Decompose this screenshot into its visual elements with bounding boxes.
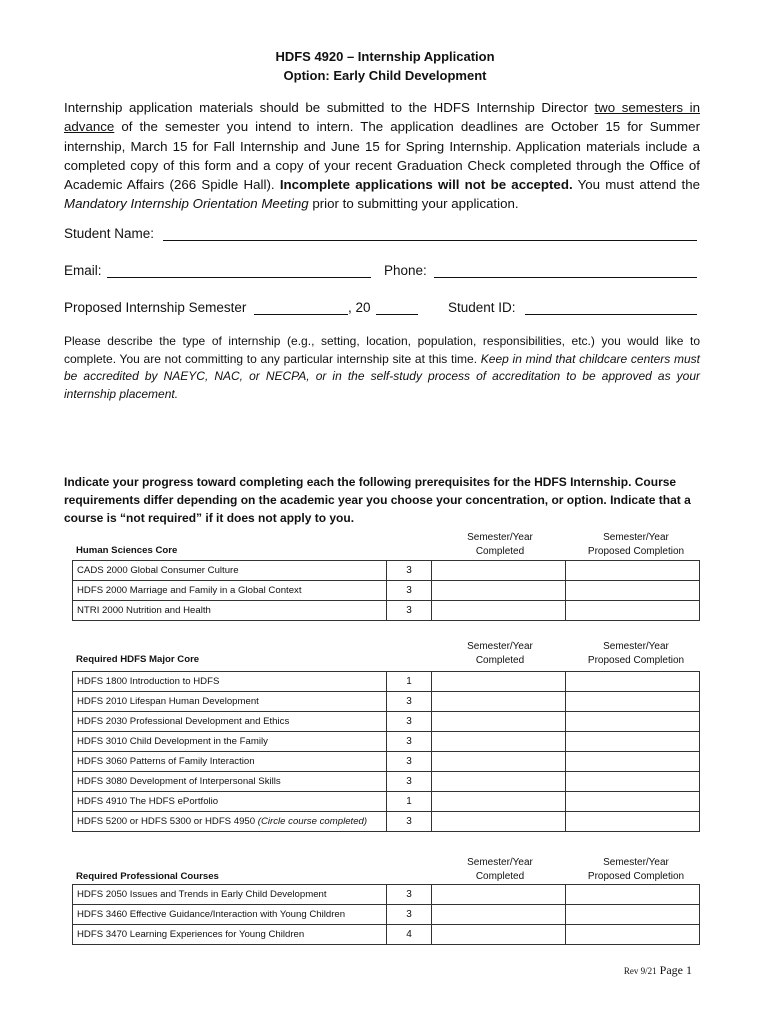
course-credits: 4 bbox=[387, 925, 432, 945]
course-table bbox=[72, 671, 700, 832]
course-credits: 3 bbox=[387, 905, 432, 925]
course-table bbox=[72, 560, 700, 621]
year-field[interactable] bbox=[376, 314, 418, 315]
completed-cell[interactable] bbox=[432, 905, 566, 925]
table-row bbox=[73, 792, 700, 812]
table-row bbox=[73, 601, 700, 621]
course-name: HDFS 3460 Effective Guidance/Interaction with Young Children bbox=[73, 905, 387, 925]
semester-label: Proposed Internship Semester bbox=[64, 300, 247, 315]
intro-underline: two semesters in advance bbox=[64, 100, 700, 135]
completed-cell[interactable] bbox=[432, 772, 566, 792]
completed-cell[interactable] bbox=[432, 732, 566, 752]
year-prefix-label: , 20 bbox=[348, 300, 371, 315]
course-credits: 3 bbox=[387, 885, 432, 905]
proposed-column-header bbox=[571, 640, 701, 668]
section-title: Human Sciences Core bbox=[76, 545, 178, 556]
course-credits: 3 bbox=[387, 712, 432, 732]
completed-cell[interactable] bbox=[432, 712, 566, 732]
email-field[interactable] bbox=[107, 277, 371, 278]
internship-description-prompt bbox=[64, 333, 700, 403]
table-row bbox=[73, 885, 700, 905]
proposed-column-header bbox=[571, 856, 701, 884]
completed-cell[interactable] bbox=[432, 792, 566, 812]
completed-cell[interactable] bbox=[432, 601, 566, 621]
course-name: HDFS 2030 Professional Development and Ethics bbox=[73, 712, 387, 732]
table-row bbox=[73, 581, 700, 601]
course-name: HDFS 2010 Lifespan Human Development bbox=[73, 692, 387, 712]
proposed-header-line1: Semester/Year bbox=[603, 857, 669, 868]
course-credits: 3 bbox=[387, 581, 432, 601]
completed-header-line1: Semester/Year bbox=[467, 532, 533, 543]
proposed-header-line2: Proposed Completion bbox=[587, 655, 685, 666]
completed-header-line2: Completed bbox=[475, 546, 525, 557]
section-title: Required HDFS Major Core bbox=[76, 654, 200, 665]
page-title: HDFS 4920 – Internship Application bbox=[275, 49, 495, 64]
proposed-cell[interactable] bbox=[566, 885, 700, 905]
table-row bbox=[73, 925, 700, 945]
proposed-cell[interactable] bbox=[566, 772, 700, 792]
circle-course-note: (Circle course completed) bbox=[257, 816, 368, 827]
course-name: HDFS 2000 Marriage and Family in a Global Context bbox=[73, 581, 387, 601]
course-name: HDFS 3080 Development of Interpersonal Skills bbox=[73, 772, 387, 792]
phone-field[interactable] bbox=[434, 277, 697, 278]
proposed-cell[interactable] bbox=[566, 792, 700, 812]
course-credits: 3 bbox=[387, 561, 432, 581]
proposed-cell[interactable] bbox=[566, 752, 700, 772]
completed-header-line2: Completed bbox=[475, 871, 525, 882]
table-row bbox=[73, 561, 700, 581]
intro-text-2: of the semester you intend to intern. The application deadlines are October 15 for Summer internship, March 15 for Fall Internship and June 15 for Spring Internship. Application materials include a completed copy of this form and a copy of your recent Graduation Check completed through the Office of Academic Affairs (266 Spidle Hall). bbox=[64, 119, 700, 193]
completed-cell[interactable] bbox=[432, 925, 566, 945]
email-label: Email: bbox=[64, 263, 102, 278]
semester-field[interactable] bbox=[254, 314, 348, 315]
table-row bbox=[73, 692, 700, 712]
course-name: HDFS 3060 Patterns of Family Interaction bbox=[73, 752, 387, 772]
course-table bbox=[72, 884, 700, 945]
course-credits: 3 bbox=[387, 812, 432, 832]
student-id-field[interactable] bbox=[525, 314, 697, 315]
course-name: HDFS 3470 Learning Experiences for Young Children bbox=[73, 925, 387, 945]
intro-text-3: You must attend the bbox=[572, 177, 701, 193]
table-row bbox=[73, 905, 700, 925]
table-row bbox=[73, 772, 700, 792]
completed-header-line1: Semester/Year bbox=[467, 857, 533, 868]
proposed-header-line2: Proposed Completion bbox=[587, 871, 685, 882]
table-row bbox=[73, 812, 700, 832]
completed-column-header bbox=[435, 856, 565, 884]
course-name bbox=[73, 812, 387, 832]
proposed-cell[interactable] bbox=[566, 925, 700, 945]
course-name-text: HDFS 5200 or HDFS 5300 or HDFS 4950 bbox=[77, 816, 258, 827]
page-footer bbox=[624, 963, 692, 978]
completed-cell[interactable] bbox=[432, 692, 566, 712]
table-row bbox=[73, 752, 700, 772]
table-row bbox=[73, 732, 700, 752]
completed-cell[interactable] bbox=[432, 672, 566, 692]
course-name: HDFS 1800 Introduction to HDFS bbox=[73, 672, 387, 692]
page-number: Page 1 bbox=[659, 963, 692, 977]
intro-paragraph bbox=[64, 98, 700, 214]
completed-column-header bbox=[435, 531, 565, 559]
student-name-label: Student Name: bbox=[64, 226, 155, 241]
completed-cell[interactable] bbox=[432, 885, 566, 905]
course-credits: 3 bbox=[387, 601, 432, 621]
describe-text: Please describe the type of internship (e.g., setting, location, population, responsibilities, etc.) you would like to complete. You are not committing to any particular internship site at this time. bbox=[64, 334, 700, 366]
proposed-header-line2: Proposed Completion bbox=[587, 546, 685, 557]
completed-header-line2: Completed bbox=[475, 655, 525, 666]
proposed-cell[interactable] bbox=[566, 712, 700, 732]
proposed-cell[interactable] bbox=[566, 581, 700, 601]
proposed-cell[interactable] bbox=[566, 692, 700, 712]
course-name: HDFS 2050 Issues and Trends in Early Child Development bbox=[73, 885, 387, 905]
intro-text-4: prior to submitting your application. bbox=[308, 196, 519, 212]
table-row bbox=[73, 672, 700, 692]
course-credits: 3 bbox=[387, 692, 432, 712]
proposed-cell[interactable] bbox=[566, 905, 700, 925]
revision-label: Rev 9/21 bbox=[623, 966, 657, 976]
completed-cell[interactable] bbox=[432, 561, 566, 581]
page-subtitle: Option: Early Child Development bbox=[283, 68, 487, 83]
proposed-cell[interactable] bbox=[566, 812, 700, 832]
phone-label: Phone: bbox=[384, 263, 427, 278]
course-credits: 3 bbox=[387, 732, 432, 752]
course-name: NTRI 2000 Nutrition and Health bbox=[73, 601, 387, 621]
proposed-cell[interactable] bbox=[566, 672, 700, 692]
completed-cell[interactable] bbox=[432, 812, 566, 832]
completed-cell[interactable] bbox=[432, 581, 566, 601]
student-name-field[interactable] bbox=[163, 240, 697, 241]
proposed-column-header bbox=[571, 531, 701, 559]
prerequisites-instructions: Indicate your progress toward completing each the following prerequisites for the HDFS Internship. Course requirements differ depending on the academic year you choose your concentration, or option. Indicate that a course is “not required” if it does not apply to you. bbox=[64, 475, 691, 525]
course-credits: 1 bbox=[387, 792, 432, 812]
proposed-cell[interactable] bbox=[566, 601, 700, 621]
proposed-header-line1: Semester/Year bbox=[603, 532, 669, 543]
course-name: CADS 2000 Global Consumer Culture bbox=[73, 561, 387, 581]
intro-bold-warning: Incomplete applications will not be accepted. bbox=[279, 177, 573, 193]
proposed-cell[interactable] bbox=[566, 561, 700, 581]
course-credits: 1 bbox=[387, 672, 432, 692]
completed-column-header bbox=[435, 640, 565, 668]
proposed-cell[interactable] bbox=[566, 732, 700, 752]
course-credits: 3 bbox=[387, 772, 432, 792]
course-name: HDFS 3010 Child Development in the Family bbox=[73, 732, 387, 752]
completed-cell[interactable] bbox=[432, 752, 566, 772]
describe-italic-note: Keep in mind that childcare centers must be accredited by NAEYC, NAC, or NECPA, or in the self-study process of accreditation to be approved as your internship placement. bbox=[64, 351, 700, 401]
section-title: Required Professional Courses bbox=[76, 871, 219, 882]
intro-text-1: Internship application materials should be submitted to the HDFS Internship Director bbox=[64, 100, 595, 115]
proposed-header-line1: Semester/Year bbox=[603, 641, 669, 652]
course-name: HDFS 4910 The HDFS ePortfolio bbox=[73, 792, 387, 812]
completed-header-line1: Semester/Year bbox=[467, 641, 533, 652]
course-credits: 3 bbox=[387, 752, 432, 772]
student-id-label: Student ID: bbox=[448, 300, 516, 315]
table-row bbox=[73, 712, 700, 732]
intro-italic-meeting: Mandatory Internship Orientation Meeting bbox=[64, 196, 309, 212]
